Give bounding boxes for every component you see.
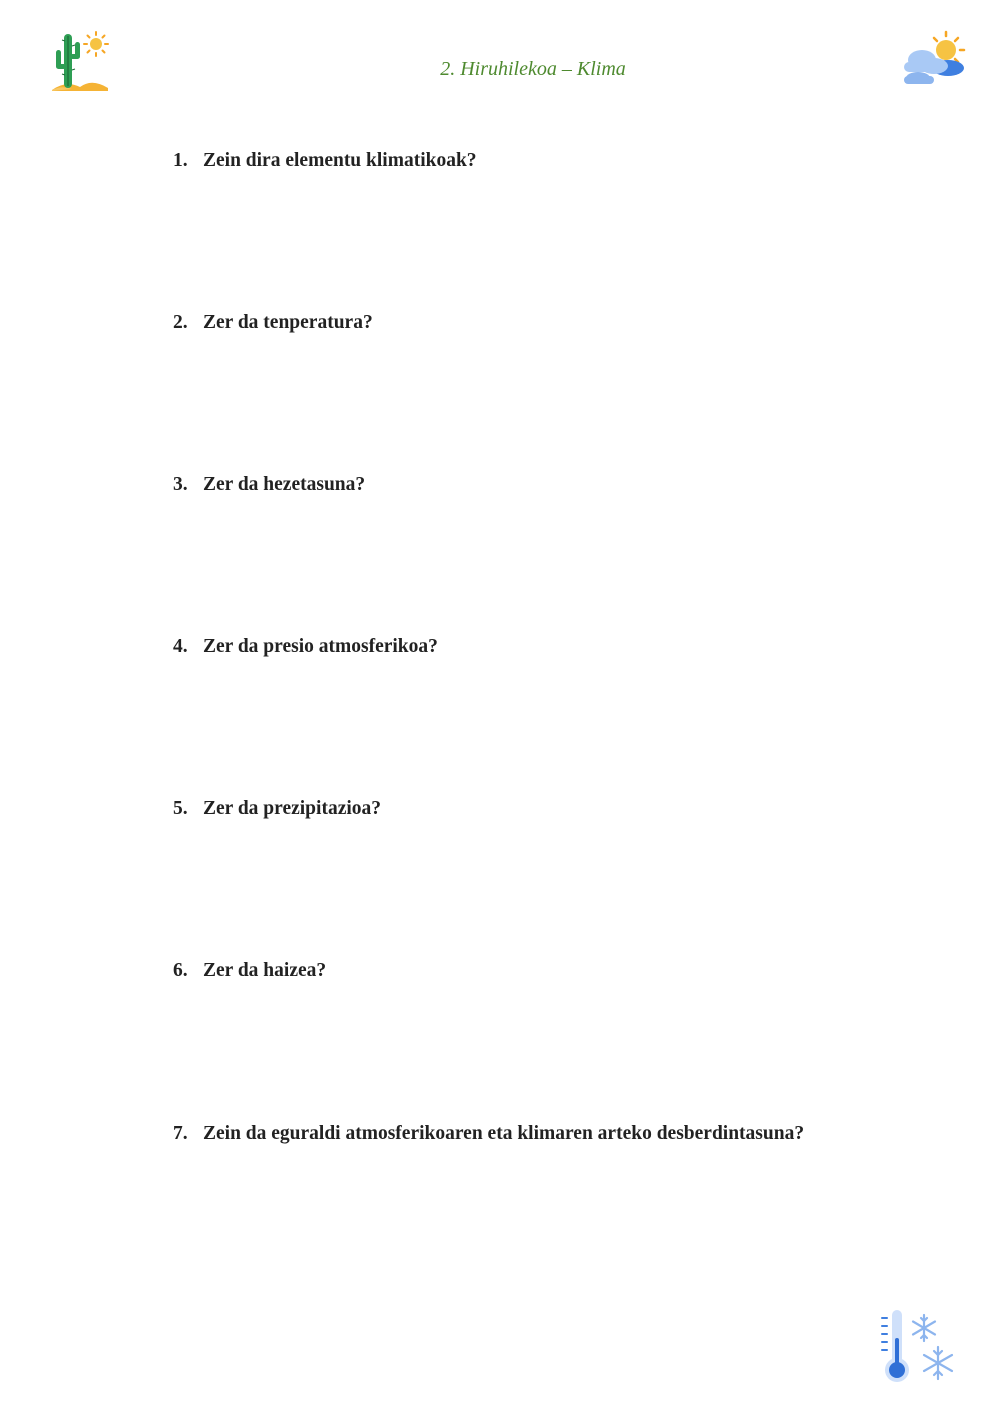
question-4 [173, 636, 438, 658]
page-title: 2. Hiruhilekoa – Klima [440, 58, 626, 80]
question-number: 2. [173, 312, 188, 333]
question-text: Zer da prezipitazioa? [203, 798, 382, 819]
question-7 [173, 1123, 804, 1145]
question-text: Zein da eguraldi atmosferikoaren eta klimaren arteko desberdintasuna? [203, 1123, 805, 1144]
question-text: Zein dira elementu klimatikoak? [203, 150, 477, 171]
question-number: 6. [173, 960, 188, 981]
question-2 [173, 312, 373, 334]
question-text: Zer da hezetasuna? [203, 474, 366, 495]
question-6 [173, 960, 326, 982]
question-number: 1. [173, 150, 188, 171]
question-5 [173, 798, 381, 820]
question-number: 4. [173, 636, 188, 657]
sun-cloud-icon [898, 30, 968, 90]
thermometer-snowflake-icon [878, 1308, 958, 1388]
question-number: 3. [173, 474, 188, 495]
question-1 [173, 150, 477, 172]
question-text: Zer da haizea? [203, 960, 327, 981]
question-3 [173, 474, 365, 496]
question-number: 7. [173, 1123, 188, 1144]
question-text: Zer da tenperatura? [203, 312, 373, 333]
question-number: 5. [173, 798, 188, 819]
question-text: Zer da presio atmosferikoa? [203, 636, 438, 657]
